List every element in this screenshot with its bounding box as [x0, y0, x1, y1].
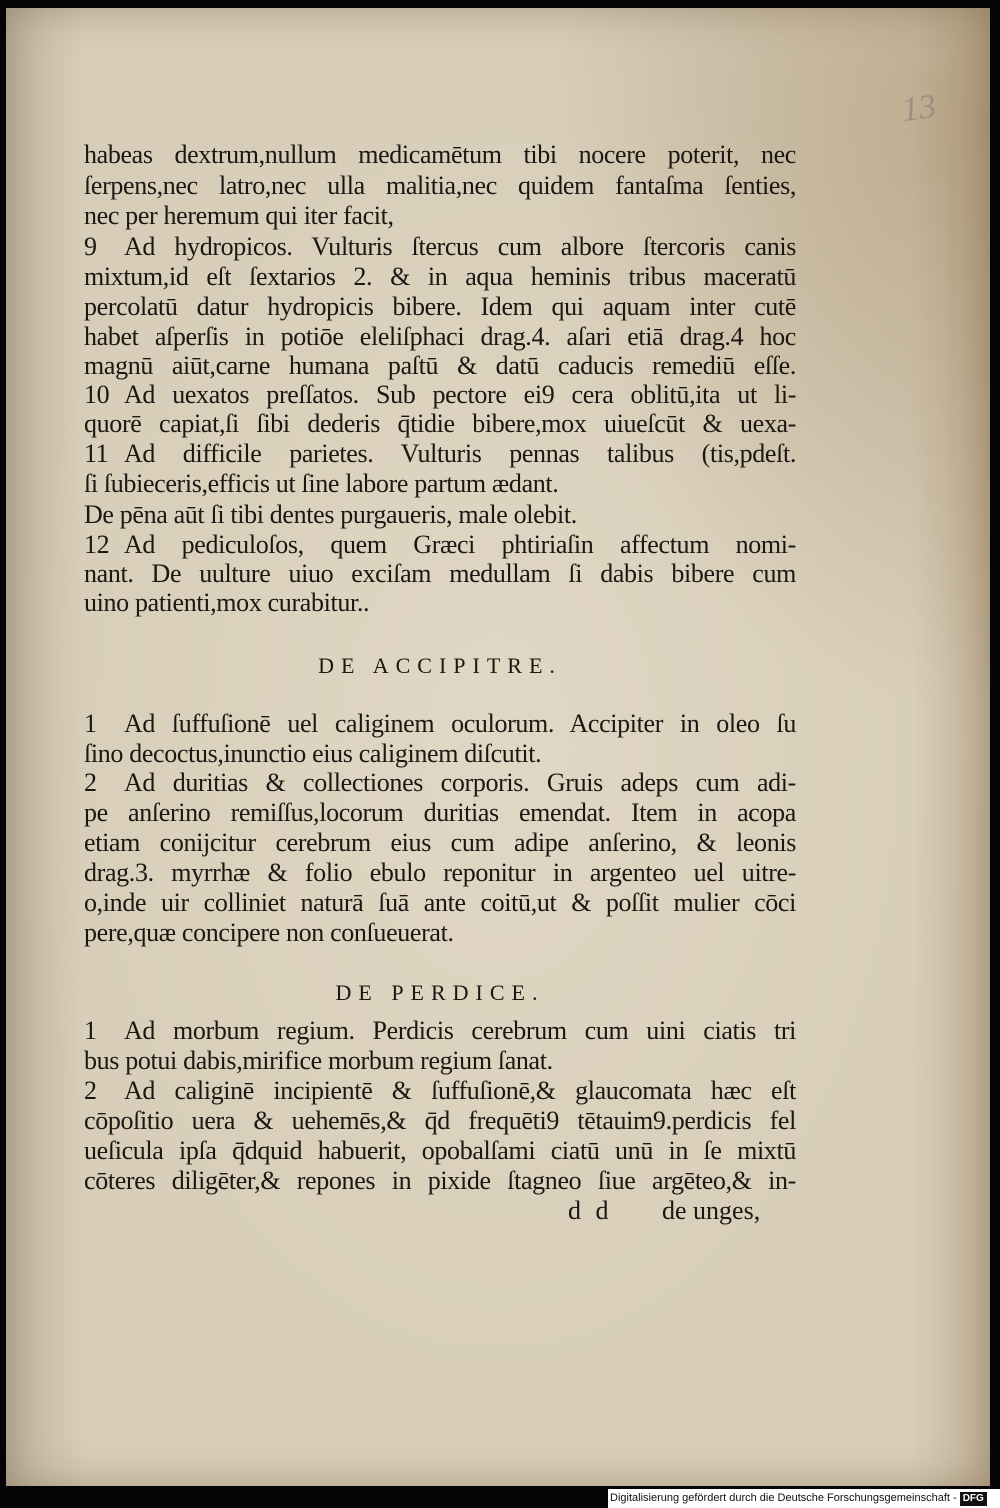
- remedy-number: 10: [84, 380, 110, 409]
- remedy-number: 2: [84, 768, 97, 797]
- numbered-line: [84, 1016, 796, 1046]
- page-number-mark: 13: [899, 87, 939, 130]
- dfg-logo: DFG: [960, 1492, 987, 1506]
- numbered-line: [84, 530, 796, 560]
- text-line: pe anſerino remiſſus,locorum duritias emendat. Item in acopa: [84, 798, 796, 827]
- remedy-text: Ad hydropicos. Vulturis ſtercus cum albore ſtercoris canis: [124, 232, 796, 261]
- remedy-number: 11: [84, 439, 109, 468]
- numbered-line: [84, 380, 796, 410]
- remedy-text: Ad morbum regium. Perdicis cerebrum cum uini ciatis tri: [124, 1016, 796, 1045]
- text-line: bus potui dabis,mirifice morbum regium ſanat.: [84, 1046, 553, 1075]
- text-line: ueſicula ipſa q̄dquid habuerit, opobalſami ciatū unū in ſe mixtū: [84, 1136, 796, 1165]
- text-line: habeas dextrum,nullum medicamētum tibi nocere poterit, nec: [84, 140, 796, 169]
- text-line: cōpoſitio uera & uehemēs,& q̄d frequēti9 tētauim9.perdicis fel: [84, 1106, 796, 1135]
- remedy-number: 2: [84, 1076, 97, 1105]
- remedy-text: Ad caliginē incipientē & ſuffuſionē,& glaucomata hæc eſt: [124, 1076, 796, 1105]
- section-heading: DE PERDICE.: [335, 980, 545, 1005]
- remedy-text: Ad uexatos preſſatos. Sub pectore ei9 cera oblitū,ita ut li-: [124, 380, 796, 409]
- section-heading: DE ACCIPITRE.: [318, 653, 562, 678]
- numbered-line: [84, 439, 796, 469]
- remedy-text: Ad pediculoſos, quem Græci phtiriaſin affectum nomi-: [124, 530, 796, 559]
- text-line: percolatū datur hydropicis bibere. Idem qui aquam inter cutē: [84, 292, 796, 321]
- numbered-line: [84, 768, 796, 798]
- text-line: uino patienti,mox curabitur..: [84, 588, 370, 617]
- remedy-text: Ad ſuffuſionē uel caliginem oculorum. Accipiter in oleo ſu: [124, 709, 796, 738]
- book-page: [6, 8, 990, 1486]
- remedy-number: 1: [84, 1016, 97, 1045]
- remedy-text: Ad duritias & collectiones corporis. Gruis adeps cum adi-: [124, 768, 796, 797]
- text-line: nant. De uulture uiuo exciſam medullam ſi dabis bibere cum: [84, 559, 796, 588]
- numbered-line: [84, 709, 796, 739]
- text-line: habet aſperſis in potiōe eleliſphaci drag.4. aſari etiā drag.4 hoc: [84, 322, 796, 351]
- text-line: De pēna aūt ſi tibi dentes purgaueris, male olebit.: [84, 500, 577, 529]
- text-line: ſerpens,nec latro,nec ulla malitia,nec quidem fantaſma ſenties,: [84, 171, 796, 200]
- text-line: magnū aiūt,carne humana paſtū & datū caducis remediū eſſe.: [84, 351, 796, 380]
- text-line: ſino decoctus,inunctio eius caliginem diſcutit.: [84, 739, 542, 768]
- text-line: ſi ſubieceris,efficis ut ſine labore partum ædant.: [84, 469, 559, 498]
- text-line: etiam conijcitur cerebrum eius cum adipe anſerino, & leonis: [84, 828, 796, 857]
- numbered-line: [84, 232, 796, 262]
- text-line: quorē capiat,ſi ſibi dederis q̄tidie bibere,mox uiueſcūt & uexa-: [84, 409, 796, 438]
- text-line: mixtum,id eſt ſextarios 2. & in aqua heminis tribus maceratū: [84, 262, 796, 291]
- text-line: cōteres diligēter,& repones in pixide ſtagneo ſiue argēteo,& in-: [84, 1166, 796, 1195]
- remedy-text: Ad difficile parietes. Vulturis pennas talibus (tis,pdeſt.: [124, 439, 796, 468]
- credit-text: Digitalisierung gefördert durch die Deutsche Forschungsgemeinschaft -: [610, 1492, 957, 1504]
- remedy-number: 9: [84, 232, 97, 261]
- digitization-credit: [608, 1489, 1000, 1508]
- text-line: pere,quæ concipere non conſueuerat.: [84, 918, 454, 947]
- text-line: o,inde uir colliniet naturā ſuā ante coitū,ut & poſſit mulier cōci: [84, 888, 796, 917]
- remedy-number: 1: [84, 709, 97, 738]
- signature-mark: d d: [568, 1196, 613, 1225]
- remedy-number: 12: [84, 530, 110, 559]
- numbered-line: [84, 1076, 796, 1106]
- catchword: de unges,: [662, 1196, 761, 1225]
- text-line: drag.3. myrrhæ & folio ebulo reponitur in argenteo uel uitre-: [84, 858, 796, 887]
- text-line: nec per heremum qui iter facit,: [84, 201, 394, 230]
